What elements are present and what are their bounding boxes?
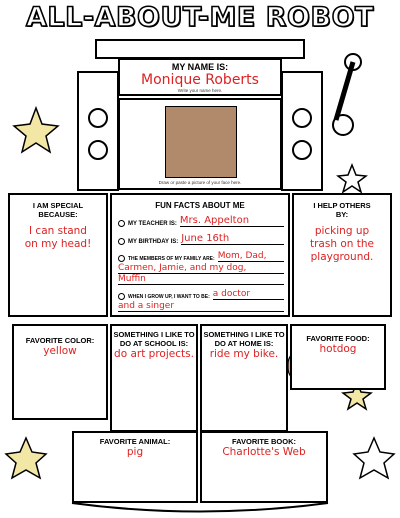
family-value-1: Mom, Dad,	[218, 251, 284, 262]
family-label: THE MEMBERS OF MY FAMILY ARE:	[128, 256, 215, 262]
special-box	[8, 193, 108, 317]
teacher-row	[118, 215, 284, 227]
gear-icon	[118, 220, 125, 227]
name-label: MY NAME IS:	[171, 62, 229, 72]
gear-icon	[118, 255, 125, 262]
fun-facts-title: FUN FACTS ABOUT ME	[155, 201, 245, 210]
poster-title: ALL-ABOUT-ME ROBOT	[26, 2, 374, 33]
food-answer: hotdog	[319, 343, 357, 355]
grow-up-row	[118, 289, 284, 300]
grow-up-value-1: a doctor	[213, 289, 284, 300]
animal-box	[72, 431, 198, 503]
student-photo	[165, 106, 237, 178]
help-label: I HELP OTHERS BY:	[313, 201, 371, 219]
family-value-3: Muffin	[118, 274, 284, 285]
home-answer: ride my bike.	[209, 348, 279, 360]
home-box	[200, 324, 288, 432]
school-answer: do art projects.	[114, 348, 194, 360]
animal-answer: pig	[126, 446, 144, 458]
name-value: Monique Roberts	[141, 72, 259, 88]
gear-icon	[118, 293, 125, 300]
special-label: I AM SPECIAL BECAUSE:	[32, 201, 84, 219]
special-answer: I can stand on my head!	[24, 225, 92, 250]
photo-frame	[118, 98, 282, 190]
book-label: FAVORITE BOOK:	[231, 437, 297, 446]
birthday-value: June 16th	[181, 233, 284, 245]
birthday-label: MY BIRTHDAY IS:	[128, 239, 179, 245]
fun-facts-box	[110, 193, 290, 317]
color-label: FAVORITE COLOR:	[25, 336, 95, 345]
birthday-row	[118, 233, 284, 245]
book-box	[200, 431, 328, 503]
animal-label: FAVORITE ANIMAL:	[99, 437, 171, 446]
help-answer: picking up trash on the playground.	[310, 225, 374, 263]
family-value-2: Carmen, Jamie, and my dog,	[118, 263, 284, 274]
food-box	[290, 324, 386, 390]
school-box	[110, 324, 198, 432]
color-box	[12, 324, 108, 420]
name-box	[118, 58, 282, 96]
grow-up-label: WHEN I GROW UP, I WANT TO BE:	[128, 294, 210, 300]
family-row	[118, 251, 284, 262]
name-hint: Write your name here.	[177, 88, 223, 93]
food-label: FAVORITE FOOD:	[306, 334, 370, 343]
gear-icon	[118, 238, 125, 245]
book-answer: Charlotte's Web	[222, 446, 306, 458]
help-box	[292, 193, 392, 317]
teacher-value: Mrs. Appelton	[180, 215, 284, 227]
school-label: SOMETHING I LIKE TO DO AT SCHOOL IS:	[113, 330, 195, 348]
teacher-label: MY TEACHER IS:	[128, 221, 177, 227]
color-answer: yellow	[43, 345, 77, 357]
home-label: SOMETHING I LIKE TO DO AT HOME IS:	[203, 330, 285, 348]
photo-hint: Draw or paste a picture of your face here.	[158, 180, 242, 185]
grow-up-value-2: and a singer	[118, 301, 284, 312]
